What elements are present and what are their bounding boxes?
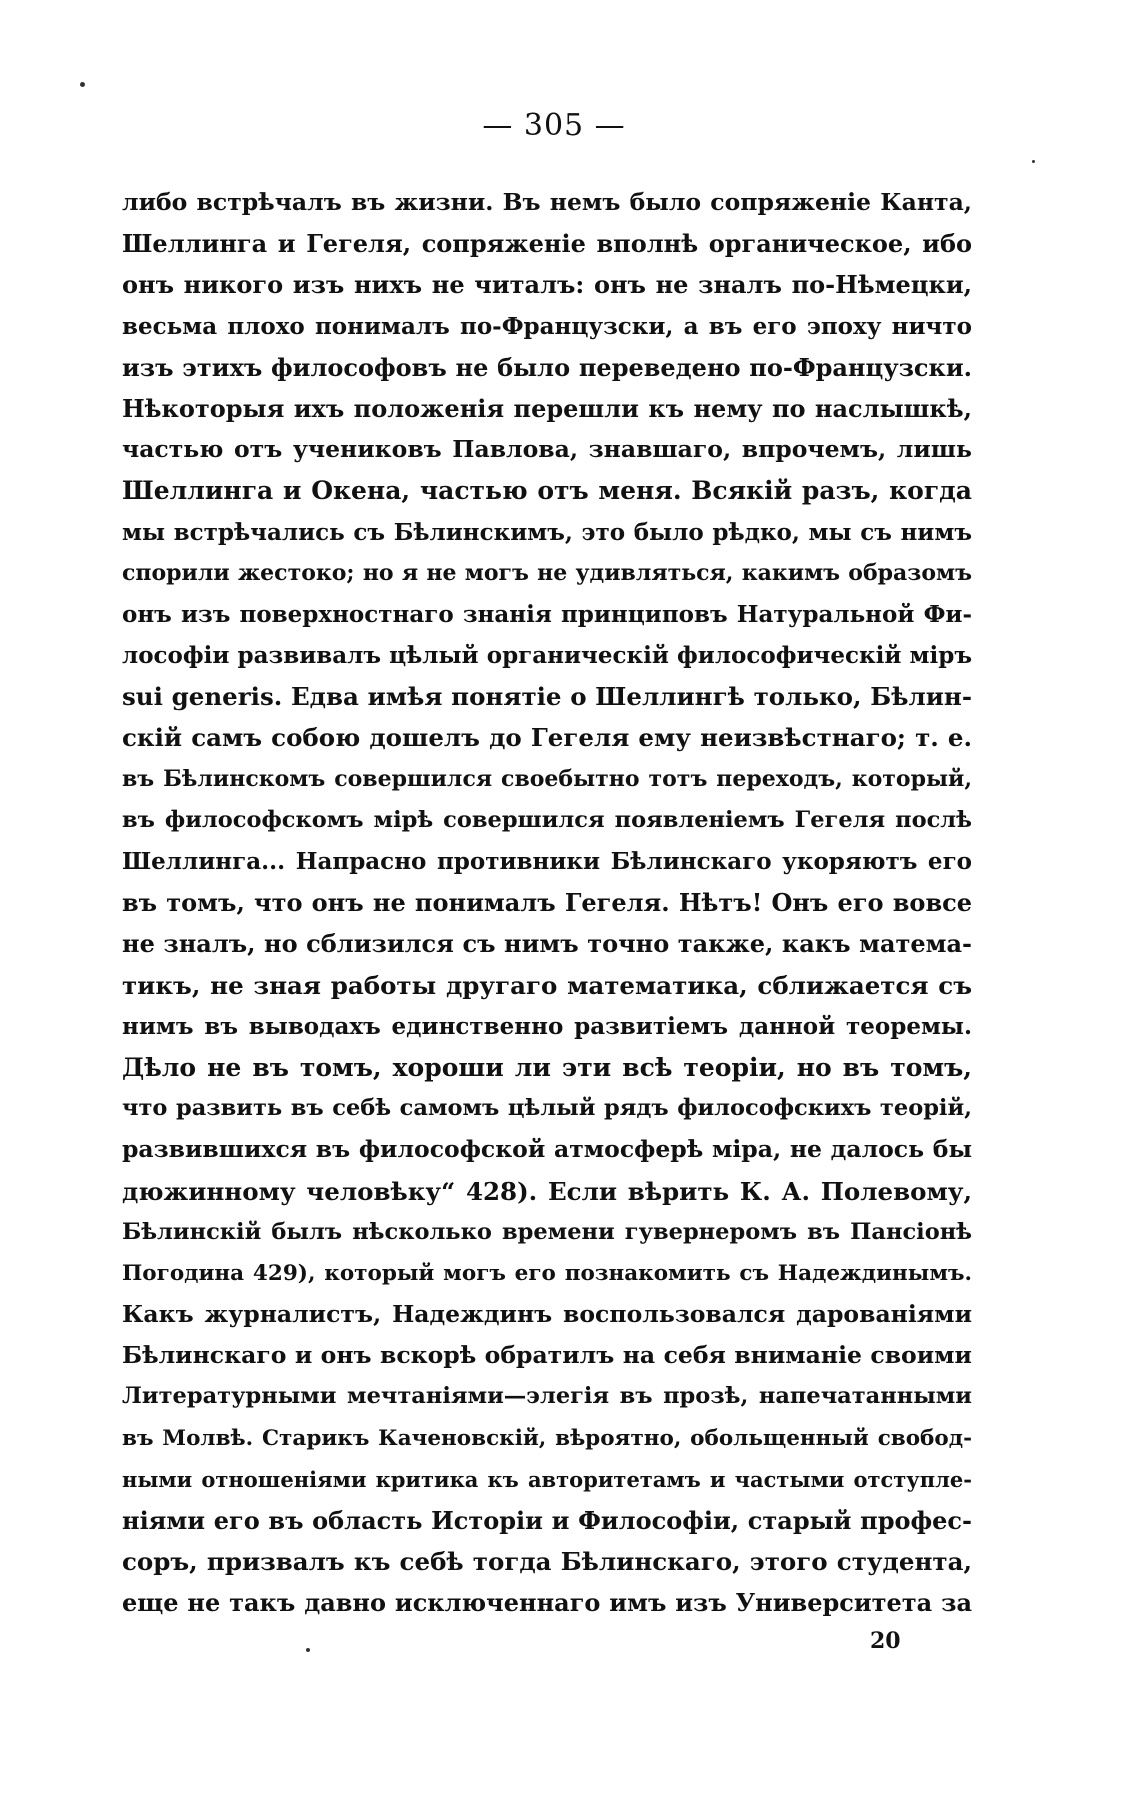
text-line: развившихся въ философской атмосферѣ міра, не далось бы xyxy=(122,1135,972,1164)
text-line: либо встрѣчалъ въ жизни. Въ немъ было сопряженіе Канта, xyxy=(122,188,972,216)
text-line: частью отъ учениковъ Павлова, знавшаго, впрочемъ, лишь xyxy=(122,435,972,464)
text-line: еще не такъ давно исключеннаго имъ изъ Университета за xyxy=(122,1588,972,1618)
text-line: тикъ, не зная работы другаго математика, сближается съ xyxy=(122,970,972,1000)
ink-speck xyxy=(306,1648,310,1652)
signature-mark: 20 xyxy=(870,1628,901,1654)
text-line: Погодина 429), который могъ его познакомить съ Надеждинымъ. xyxy=(122,1260,972,1286)
text-line: въ философскомъ мірѣ совершился появленіемъ Гегеля послѣ xyxy=(122,806,972,833)
text-line: соръ, призвалъ къ себѣ тогда Бѣлинскаго, этого студента, xyxy=(122,1547,972,1577)
text-line: онъ изъ поверхностнаго знанія принциповъ Натуральной Фи- xyxy=(122,600,972,628)
text-line: лософіи развивалъ цѣлый органическій философическій міръ xyxy=(122,642,972,670)
text-line: Шеллинга и Окена, частью отъ меня. Всякій разъ, когда xyxy=(122,476,972,506)
text-line: Литературными мечтаніями—элегія въ прозѣ, напечатанными xyxy=(122,1383,972,1410)
text-line: Дѣло не въ томъ, хороши ли эти всѣ теоріи, но въ томъ, xyxy=(122,1052,972,1082)
body-text xyxy=(122,182,972,1624)
ink-speck xyxy=(1032,160,1035,163)
text-line: Шеллинга и Гегеля, сопряженіе вполнѣ органическое, ибо xyxy=(122,229,972,259)
text-line: Бѣлинскій былъ нѣсколько времени гувернеромъ въ Пансіонѣ xyxy=(122,1218,972,1245)
text-line: весьма плохо понималъ по-Французски, а въ его эпоху ничто xyxy=(122,312,972,340)
ink-speck xyxy=(80,82,85,87)
text-line: Нѣкоторыя ихъ положенія перешли къ нему по наслышкѣ, xyxy=(122,393,972,423)
text-line: скій самъ собою дошелъ до Гегеля ему неизвѣстнаго; т. е. xyxy=(122,723,972,753)
text-line: въ Бѣлинскомъ совершился своебытно тотъ переходъ, который, xyxy=(122,765,972,792)
text-line: ніями его въ область Исторіи и Философіи, старый профес- xyxy=(122,1506,972,1535)
text-line: ными отношеніями критика къ авторитетамъ и частыми отступле- xyxy=(122,1466,972,1492)
text-line: въ Молвѣ. Старикъ Каченовскій, вѣроятно, обольщенный свобод- xyxy=(122,1425,972,1451)
text-line: дюжинному человѣку“ 428). Если вѣрить К. А. Полевому, xyxy=(122,1176,972,1206)
text-line: Бѣлинскаго и онъ вскорѣ обратилъ на себя вниманіе своими xyxy=(122,1341,972,1370)
text-line: что развить въ себѣ самомъ цѣлый рядъ философскихъ теорій, xyxy=(122,1095,972,1122)
text-line: не зналъ, но сблизился съ нимъ точно также, какъ матема- xyxy=(122,929,972,959)
text-line: Шеллинга... Напрасно противники Бѣлинскаго укоряютъ его xyxy=(122,848,972,875)
page-number: — 305 — xyxy=(482,108,626,143)
text-line: sui generis. Едва имѣя понятіе о Шеллингѣ только, Бѣлин- xyxy=(122,682,972,712)
text-line: нимъ въ выводахъ единственно развитіемъ данной теоремы. xyxy=(122,1012,972,1040)
text-line: въ томъ, что онъ не понималъ Гегеля. Нѣтъ! Онъ его вовсе xyxy=(122,888,972,918)
text-line: изъ этихъ философовъ не было переведено по-Французски. xyxy=(122,352,972,382)
text-line: мы встрѣчались съ Бѣлинскимъ, это было рѣдко, мы съ нимъ xyxy=(122,518,972,546)
text-line: спорили жестоко; но я не могъ не удивляться, какимъ образомъ xyxy=(122,559,972,586)
text-line: онъ никого изъ нихъ не читалъ: онъ не зналъ по-Нѣмецки, xyxy=(122,270,972,300)
text-line: Какъ журналистъ, Надеждинъ воспользовался дарованіями xyxy=(122,1300,972,1329)
